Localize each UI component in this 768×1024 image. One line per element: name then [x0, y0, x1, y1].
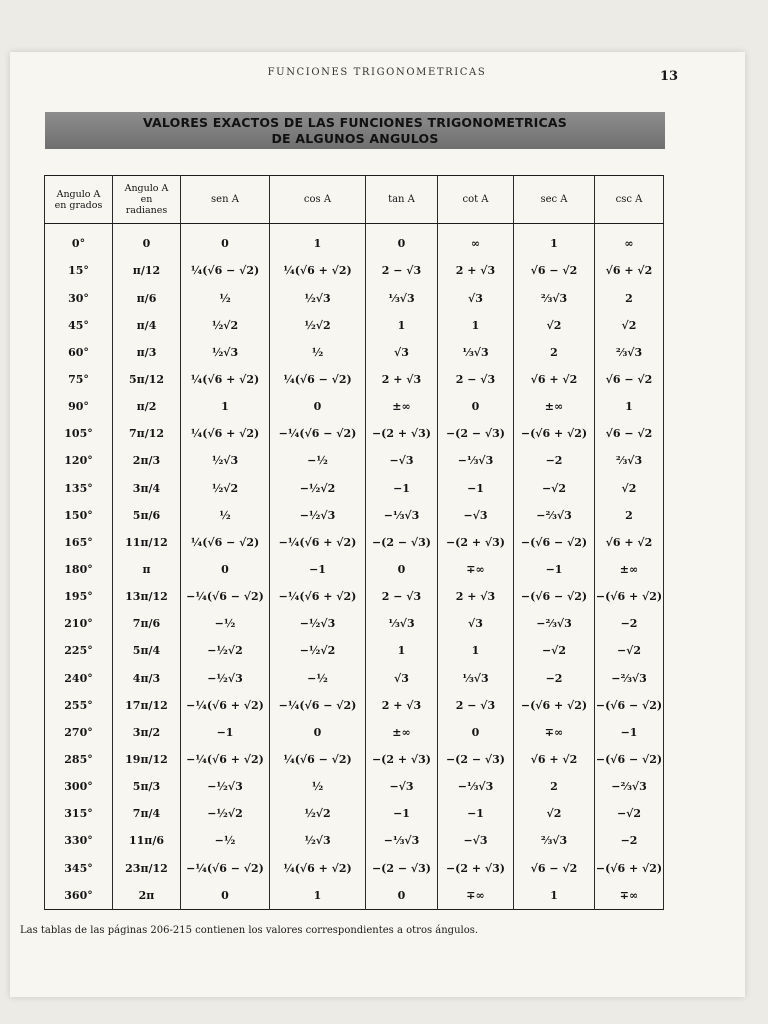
table-row [45, 393, 664, 420]
table-cell: −½√3 [270, 502, 366, 529]
table-cell: 3π/2 [113, 719, 181, 746]
table-cell: 5π/12 [113, 366, 181, 393]
table-cell: ∓∞ [438, 882, 514, 910]
page-number: 13 [660, 69, 679, 84]
table-cell: −(2 + √3) [366, 420, 438, 447]
table-cell: −(2 − √3) [366, 855, 438, 882]
table-row [45, 692, 664, 719]
table-row [45, 855, 664, 882]
column-header: Angulo A en radianes [113, 176, 181, 224]
table-cell: −(2 + √3) [366, 746, 438, 773]
table-cell: 2 [595, 502, 664, 529]
table-cell: ½√3 [270, 285, 366, 312]
table-cell: 360° [45, 882, 113, 910]
table-cell: −¼(√6 − √2) [270, 420, 366, 447]
table-row [45, 882, 664, 910]
table-cell: −½ [270, 447, 366, 474]
table-cell: 285° [45, 746, 113, 773]
table-cell: 300° [45, 773, 113, 800]
table-cell: 2 − √3 [438, 692, 514, 719]
table-cell: 0 [366, 882, 438, 910]
table-cell: 1 [595, 393, 664, 420]
table-cell: ∓∞ [514, 719, 595, 746]
table-row [45, 610, 664, 637]
table-cell: −1 [270, 556, 366, 583]
table-cell: √2 [514, 800, 595, 827]
table-cell: ±∞ [514, 393, 595, 420]
table-cell: −√3 [366, 447, 438, 474]
table-cell: −⅓√3 [366, 827, 438, 854]
title-banner [45, 112, 665, 149]
table-cell: 23π/12 [113, 855, 181, 882]
table-cell: 2 [595, 285, 664, 312]
table-cell: ∓∞ [438, 556, 514, 583]
table-cell: 13π/12 [113, 583, 181, 610]
table-cell: 1 [270, 882, 366, 910]
table-cell: −⅔√3 [514, 502, 595, 529]
table-cell: −(√6 + √2) [595, 583, 664, 610]
table-cell: ½√2 [270, 800, 366, 827]
column-header: cos A [270, 176, 366, 224]
table-cell: 0 [181, 882, 270, 910]
table-cell: 60° [45, 339, 113, 366]
column-header: cot A [438, 176, 514, 224]
table-cell: −¼(√6 − √2) [181, 855, 270, 882]
table-cell: 2π [113, 882, 181, 910]
running-head: FUNCIONES TRIGONOMETRICAS [267, 67, 487, 78]
table-cell: √3 [438, 610, 514, 637]
table-cell: −√2 [595, 800, 664, 827]
table-cell: 0 [113, 224, 181, 258]
table-cell: −(2 + √3) [438, 529, 514, 556]
table-cell: 15° [45, 257, 113, 284]
table-cell: ∓∞ [595, 882, 664, 910]
table-cell: 0° [45, 224, 113, 258]
table-cell: −(√6 − √2) [514, 583, 595, 610]
banner-title-line-1: VALORES EXACTOS DE LAS FUNCIONES TRIGONOMETRICAS [143, 115, 567, 130]
table-cell: 1 [366, 312, 438, 339]
table-cell: 2 [514, 339, 595, 366]
table-cell: −¼(√6 − √2) [181, 583, 270, 610]
table-cell: π/2 [113, 393, 181, 420]
table-cell: −1 [366, 475, 438, 502]
table-cell: 2 − √3 [366, 257, 438, 284]
table-cell: ½√3 [181, 339, 270, 366]
table-cell: −½√3 [181, 773, 270, 800]
table-cell: 30° [45, 285, 113, 312]
table-cell: 1 [181, 393, 270, 420]
table-cell: ½√2 [270, 312, 366, 339]
table-cell: −½ [181, 610, 270, 637]
table-cell: √6 − √2 [595, 366, 664, 393]
table-cell: −½√2 [181, 637, 270, 664]
table-cell: ½√2 [181, 312, 270, 339]
table-cell: −(2 − √3) [438, 420, 514, 447]
table-cell: 225° [45, 637, 113, 664]
table-cell: −2 [595, 610, 664, 637]
table-cell: −1 [366, 800, 438, 827]
table-cell: ∞ [595, 224, 664, 258]
table-cell: ±∞ [595, 556, 664, 583]
table-cell: 7π/6 [113, 610, 181, 637]
table-cell: −(2 − √3) [366, 529, 438, 556]
table-cell: −(√6 + √2) [514, 420, 595, 447]
table-cell: −(√6 + √2) [595, 855, 664, 882]
table-cell: 11π/6 [113, 827, 181, 854]
table-cell: ½ [181, 502, 270, 529]
table-cell: 0 [270, 719, 366, 746]
table-cell: ½ [270, 773, 366, 800]
table-cell: √6 − √2 [595, 420, 664, 447]
table-cell: −(√6 − √2) [595, 746, 664, 773]
table-cell: −¼(√6 − √2) [270, 692, 366, 719]
table-cell: ⅓√3 [438, 665, 514, 692]
table-cell: 345° [45, 855, 113, 882]
table-cell: ½√3 [181, 447, 270, 474]
table-cell: 0 [366, 224, 438, 258]
table-cell: −√2 [514, 637, 595, 664]
table-row [45, 827, 664, 854]
table-cell: 90° [45, 393, 113, 420]
table-cell: −√3 [366, 773, 438, 800]
table-cell: −1 [181, 719, 270, 746]
table-cell: ¼(√6 + √2) [270, 855, 366, 882]
table-cell: 195° [45, 583, 113, 610]
table-cell: ¼(√6 + √2) [181, 420, 270, 447]
table-cell: ½ [181, 285, 270, 312]
table-cell: π [113, 556, 181, 583]
table-cell: 7π/12 [113, 420, 181, 447]
table-cell: 210° [45, 610, 113, 637]
trig-values-table [44, 175, 664, 910]
table-cell: 0 [181, 224, 270, 258]
table-cell: ⅔√3 [595, 339, 664, 366]
table-cell: √6 + √2 [514, 746, 595, 773]
table-cell: −⅓√3 [438, 773, 514, 800]
table-cell: 4π/3 [113, 665, 181, 692]
table-cell: −¼(√6 + √2) [270, 529, 366, 556]
table-cell: ±∞ [366, 393, 438, 420]
table-cell: 5π/4 [113, 637, 181, 664]
table-cell: π/3 [113, 339, 181, 366]
table-cell: 120° [45, 447, 113, 474]
table-cell: 1 [514, 224, 595, 258]
table-cell: √2 [595, 475, 664, 502]
table-cell: −(√6 − √2) [514, 529, 595, 556]
table-cell: √2 [595, 312, 664, 339]
table-row [45, 475, 664, 502]
table-cell: ¼(√6 − √2) [270, 746, 366, 773]
table-header-row [45, 176, 664, 224]
table-cell: 19π/12 [113, 746, 181, 773]
table-row [45, 420, 664, 447]
table-cell: 240° [45, 665, 113, 692]
column-header: tan A [366, 176, 438, 224]
table-row [45, 366, 664, 393]
table-body [45, 224, 664, 910]
table-cell: −¼(√6 + √2) [181, 692, 270, 719]
table-cell: ⅔√3 [514, 827, 595, 854]
table-cell: −½√2 [181, 800, 270, 827]
table-cell: −(2 + √3) [438, 855, 514, 882]
table-cell: −½ [181, 827, 270, 854]
table-cell: 0 [438, 393, 514, 420]
table-row [45, 312, 664, 339]
footnote: Las tablas de las páginas 206-215 contienen los valores correspondientes a otros ángulos. [20, 925, 479, 936]
table-cell: √3 [438, 285, 514, 312]
table-cell: 7π/4 [113, 800, 181, 827]
table-cell: 2π/3 [113, 447, 181, 474]
table-cell: −⅔√3 [595, 665, 664, 692]
table-cell: 17π/12 [113, 692, 181, 719]
table-cell: 135° [45, 475, 113, 502]
table-cell: ∞ [438, 224, 514, 258]
column-header: sec A [514, 176, 595, 224]
table-row [45, 529, 664, 556]
table-cell: −1 [438, 800, 514, 827]
table-cell: ⅓√3 [366, 285, 438, 312]
table-row [45, 257, 664, 284]
table-cell: 2 + √3 [366, 366, 438, 393]
table-row [45, 637, 664, 664]
table-cell: 1 [270, 224, 366, 258]
table-cell: √6 + √2 [514, 366, 595, 393]
table-cell: √2 [514, 312, 595, 339]
table-cell: √6 + √2 [595, 529, 664, 556]
table-cell: 2 + √3 [366, 692, 438, 719]
table-cell: −2 [514, 665, 595, 692]
table-cell: 1 [438, 312, 514, 339]
table-cell: 180° [45, 556, 113, 583]
table-cell: −(√6 − √2) [595, 692, 664, 719]
table-cell: −¼(√6 + √2) [270, 583, 366, 610]
table-cell: 1 [438, 637, 514, 664]
table-cell: 330° [45, 827, 113, 854]
table-cell: ½√2 [181, 475, 270, 502]
table-cell: π/12 [113, 257, 181, 284]
table-cell: −(√6 + √2) [514, 692, 595, 719]
table-cell: −(2 − √3) [438, 746, 514, 773]
table-cell: ±∞ [366, 719, 438, 746]
table-row [45, 339, 664, 366]
table-cell: π/6 [113, 285, 181, 312]
table-cell: 105° [45, 420, 113, 447]
table-cell: √3 [366, 339, 438, 366]
table-cell: 315° [45, 800, 113, 827]
table-cell: ¼(√6 − √2) [181, 257, 270, 284]
table-row [45, 665, 664, 692]
table-cell: 3π/4 [113, 475, 181, 502]
table-cell: −√2 [595, 637, 664, 664]
table-row [45, 800, 664, 827]
table-cell: 2 [514, 773, 595, 800]
table-cell: 2 + √3 [438, 583, 514, 610]
table-cell: 11π/12 [113, 529, 181, 556]
table-cell: √6 − √2 [514, 257, 595, 284]
table-row [45, 447, 664, 474]
table-cell: −½√3 [270, 610, 366, 637]
table-cell: −√2 [514, 475, 595, 502]
table-cell: ⅓√3 [438, 339, 514, 366]
table-cell: 2 − √3 [366, 583, 438, 610]
table-row [45, 224, 664, 258]
table-cell: 0 [181, 556, 270, 583]
table-cell: −⅔√3 [595, 773, 664, 800]
table-cell: π/4 [113, 312, 181, 339]
table-cell: 165° [45, 529, 113, 556]
table-cell: √6 − √2 [514, 855, 595, 882]
table-cell: ¼(√6 + √2) [181, 366, 270, 393]
table-cell: −⅓√3 [366, 502, 438, 529]
table-cell: −½√2 [270, 475, 366, 502]
table-cell: −½√3 [181, 665, 270, 692]
table-cell: 255° [45, 692, 113, 719]
table-cell: ¼(√6 + √2) [270, 257, 366, 284]
table-row [45, 719, 664, 746]
table-cell: −⅓√3 [438, 447, 514, 474]
banner-title-line-2: DE ALGUNOS ANGULOS [271, 131, 439, 146]
table-cell: 1 [366, 637, 438, 664]
table-cell: 2 + √3 [438, 257, 514, 284]
table-cell: −1 [514, 556, 595, 583]
column-header: Angulo A en grados [45, 176, 113, 224]
table-row [45, 285, 664, 312]
table-cell: −√3 [438, 502, 514, 529]
table-cell: 45° [45, 312, 113, 339]
table-cell: −½√2 [270, 637, 366, 664]
column-header: csc A [595, 176, 664, 224]
table-row [45, 746, 664, 773]
table-cell: 270° [45, 719, 113, 746]
table-cell: −√3 [438, 827, 514, 854]
table-cell: √3 [366, 665, 438, 692]
table-cell: 2 − √3 [438, 366, 514, 393]
table-cell: ⅔√3 [514, 285, 595, 312]
table-cell: −2 [514, 447, 595, 474]
table-row [45, 773, 664, 800]
table-row [45, 583, 664, 610]
table-row [45, 556, 664, 583]
table-cell: −1 [595, 719, 664, 746]
table-cell: ⅓√3 [366, 610, 438, 637]
table-cell: −1 [438, 475, 514, 502]
table-cell: 0 [438, 719, 514, 746]
table-cell: ½√3 [270, 827, 366, 854]
table-cell: 5π/6 [113, 502, 181, 529]
table-cell: ¼(√6 − √2) [270, 366, 366, 393]
table-cell: −2 [595, 827, 664, 854]
table-cell: 0 [366, 556, 438, 583]
table-cell: −⅔√3 [514, 610, 595, 637]
table-row [45, 502, 664, 529]
table-cell: −¼(√6 + √2) [181, 746, 270, 773]
table-cell: ½ [270, 339, 366, 366]
table-cell: 0 [270, 393, 366, 420]
column-header: sen A [181, 176, 270, 224]
table-cell: 1 [514, 882, 595, 910]
table-cell: 150° [45, 502, 113, 529]
table-cell: √6 + √2 [595, 257, 664, 284]
table-cell: 75° [45, 366, 113, 393]
table-cell: 5π/3 [113, 773, 181, 800]
table-cell: −½ [270, 665, 366, 692]
table-cell: ⅔√3 [595, 447, 664, 474]
table-cell: ¼(√6 − √2) [181, 529, 270, 556]
